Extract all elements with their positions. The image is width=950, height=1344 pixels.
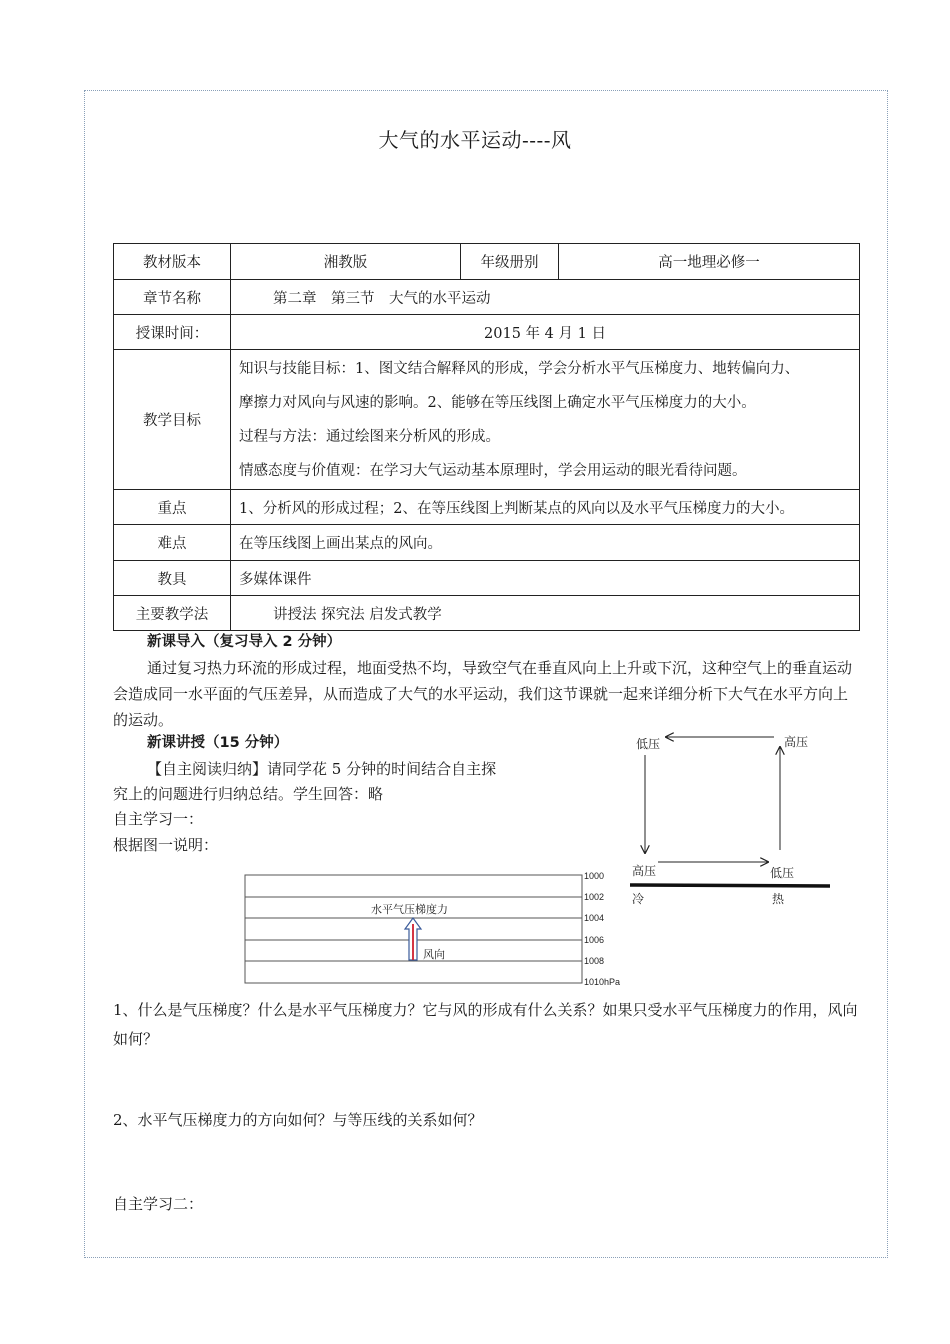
lesson-info-table xyxy=(113,243,860,631)
cell-method-label: 主要教学法 xyxy=(114,596,231,631)
cell-difficulty-label: 难点 xyxy=(114,525,231,561)
tick-label: 1006 xyxy=(584,935,605,945)
cell-method-value: 讲授法 探究法 启发式教学 xyxy=(231,596,860,631)
cell-grade-value: 高一地理必修一 xyxy=(559,244,860,280)
label-top-left: 低压 xyxy=(636,737,661,751)
tick-label: 1004 xyxy=(584,913,605,923)
table-row xyxy=(114,315,860,350)
table-row xyxy=(114,490,860,525)
label-hot: 热 xyxy=(772,892,785,906)
table-row xyxy=(114,561,860,596)
cell-tools-value: 多媒体课件 xyxy=(231,561,860,596)
page-title: 大气的水平运动----风 xyxy=(378,128,572,152)
cell-chapter-label: 章节名称 xyxy=(114,280,231,315)
goal-line: 过程与方法：通过绘图来分析风的形成。 xyxy=(239,428,500,445)
label-cold: 冷 xyxy=(632,892,645,906)
table-row xyxy=(114,525,860,561)
thermal-circulation-diagram xyxy=(620,725,845,910)
isobar-figure xyxy=(243,868,638,988)
cell-difficulty-value: 在等压线图上画出某点的风向。 xyxy=(231,525,860,561)
cell-textbook-value: 湘教版 xyxy=(231,244,461,280)
table-row xyxy=(114,596,860,631)
cell-textbook-label: 教材版本 xyxy=(114,244,231,280)
label-bottom-left: 高压 xyxy=(632,864,657,878)
wind-direction-label: 风向 xyxy=(423,949,445,961)
figure-one-prompt: 根据图一说明： xyxy=(113,836,219,854)
reading-instruction: 【自主阅读归纳】请同学花 5 分钟的时间结合自主探 xyxy=(147,760,497,778)
intro-paragraph: 通过复习热力环流的形成过程，地面受热不均，导致空气在垂直风向上上升或下沉，这种空气上的垂直运动会造成同一水平面的气压差异，从而造成了大气的水平运动，我们这节课就一起来详细分析下大气在水平方向上的运动。 xyxy=(113,659,853,729)
cell-goals-label: 教学目标 xyxy=(114,350,231,490)
pressure-force-label: 水平气压梯度力 xyxy=(371,904,448,916)
lecture-heading: 新课讲授（15 分钟） xyxy=(147,735,289,751)
cell-key-value: 1、分析风的形成过程；2、在等压线图上判断某点的风向以及水平气压梯度力的大小。 xyxy=(231,490,860,525)
label-bottom-right: 低压 xyxy=(770,866,795,880)
self-study-one: 自主学习一： xyxy=(113,810,204,828)
question-one: 1、什么是气压梯度？什么是水平气压梯度力？它与风的形成有什么关系？如果只受水平气压梯度力的作用，风向如何？ xyxy=(113,1001,858,1048)
cell-grade-label: 年级册别 xyxy=(461,244,559,280)
table-row xyxy=(114,280,860,315)
intro-heading: 新课导入（复习导入 2 分钟） xyxy=(147,634,342,650)
tick-label: 1010hPa xyxy=(584,977,621,987)
cell-key-label: 重点 xyxy=(114,490,231,525)
tick-label: 1002 xyxy=(584,892,605,902)
reading-instruction-cont: 究上的问题进行归纳总结。学生回答：略 xyxy=(113,785,384,803)
cell-chapter-value: 第二章 第三节 大气的水平运动 xyxy=(231,280,860,315)
cell-time-label: 授课时间： xyxy=(114,315,231,350)
self-study-two: 自主学习二： xyxy=(113,1195,204,1213)
table-row xyxy=(114,244,860,280)
tick-label: 1008 xyxy=(584,956,605,966)
cell-goals-value xyxy=(231,350,860,490)
goal-line: 情感态度与价值观：在学习大气运动基本原理时，学会用运动的眼光看待问题。 xyxy=(239,462,747,479)
cell-time-value: 2015 年 4 月 1 日 xyxy=(231,315,860,350)
cell-tools-label: 教具 xyxy=(114,561,231,596)
ground-line xyxy=(630,885,830,886)
goal-line: 知识与技能目标：1、图文结合解释风的形成，学会分析水平气压梯度力、地转偏向力、 xyxy=(239,360,800,377)
goal-line: 摩擦力对风向与风速的影响。2、能够在等压线图上确定水平气压梯度力的大小。 xyxy=(239,394,756,411)
table-row xyxy=(114,350,860,490)
tick-label: 1000 xyxy=(584,871,605,881)
label-top-right: 高压 xyxy=(784,735,809,749)
question-two: 2、水平气压梯度力的方向如何？与等压线的关系如何？ xyxy=(113,1111,483,1129)
